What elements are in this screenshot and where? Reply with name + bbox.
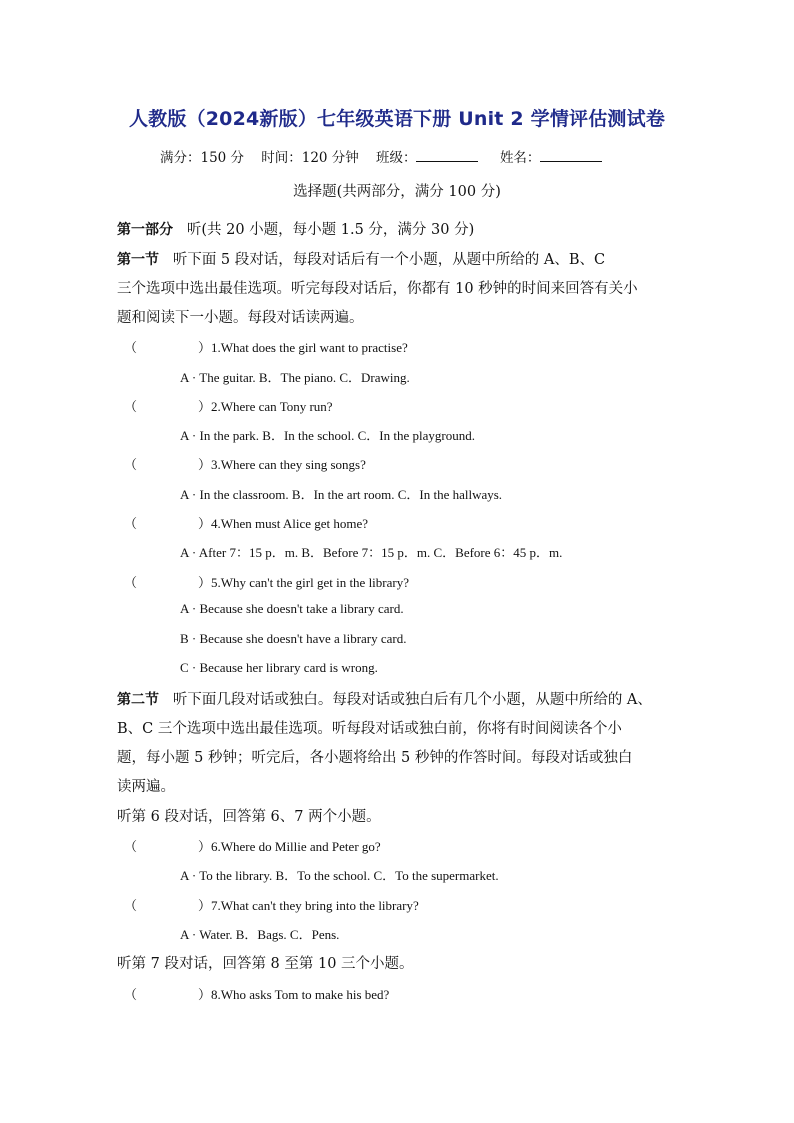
question-text: ）1.What does the girl want to practise? bbox=[198, 340, 408, 355]
part1-text: 听(共 20 小题，每小题 1.5 分，满分 30 分) bbox=[186, 222, 475, 238]
question-2-options: A · In the park. B．In the school. C．In the playground. bbox=[180, 428, 475, 443]
listen-6-instruction: 听第 6 段对话，回答第 6、7 两个小题。 bbox=[117, 809, 381, 825]
exam-time: 时间：120 分钟 bbox=[261, 150, 359, 166]
question-5 bbox=[124, 572, 409, 591]
full-score: 满分：150 分 bbox=[160, 150, 245, 166]
sec2-line-3: 题，每小题 5 秒钟；听完后，各小题将给出 5 秒钟的作答时间。每段对话或独白 bbox=[117, 750, 633, 766]
answer-blank[interactable]: （ bbox=[124, 399, 138, 414]
question-5-option-c: C · Because her library card is wrong. bbox=[180, 660, 378, 675]
sec1-text: 听下面 5 段对话，每段对话后有一个小题，从题中所给的 A、B、C bbox=[172, 252, 606, 268]
sec2-line-2: B、C 三个选项中选出最佳选项。听每段对话或独白前，你将有时间阅读各个小 bbox=[117, 721, 622, 737]
sec2-line-1 bbox=[117, 688, 652, 709]
question-6-options: A · To the library. B．To the school. C．To the supermarket. bbox=[180, 868, 499, 883]
part1-heading bbox=[117, 218, 474, 239]
question-2 bbox=[124, 396, 333, 415]
exam-info bbox=[160, 146, 602, 166]
question-text: ）6.Where do Millie and Peter go? bbox=[198, 839, 381, 854]
question-text: ）5.Why can't the girl get in the library? bbox=[198, 575, 409, 590]
name-label: 姓名： bbox=[499, 150, 541, 166]
answer-blank[interactable]: （ bbox=[124, 575, 138, 590]
question-8 bbox=[124, 984, 389, 1003]
answer-blank[interactable]: （ bbox=[124, 340, 138, 355]
sec1-line-1 bbox=[117, 248, 605, 269]
question-4 bbox=[124, 513, 368, 532]
question-5-option-b: B · Because she doesn't have a library card. bbox=[180, 631, 407, 646]
question-3-options: A · In the classroom. B．In the art room. C．In the hallways. bbox=[180, 487, 503, 502]
section-heading: 选择题(共两部分，满分 100 分) bbox=[293, 184, 501, 200]
question-1-options: A · The guitar. B．The piano. C．Drawing. bbox=[180, 370, 410, 385]
answer-blank[interactable]: （ bbox=[124, 516, 138, 531]
listen-7-instruction: 听第 7 段对话，回答第 8 至第 10 三个小题。 bbox=[117, 956, 414, 972]
question-3 bbox=[124, 454, 366, 473]
question-text: ）2.Where can Tony run? bbox=[198, 399, 333, 414]
sec1-label: 第一节 bbox=[117, 252, 159, 268]
answer-blank[interactable]: （ bbox=[124, 457, 138, 472]
page-title: 人教版（2024新版）七年级英语下册 Unit 2 学情评估测试卷 bbox=[128, 108, 666, 130]
answer-blank[interactable]: （ bbox=[124, 839, 138, 854]
sec2-label: 第二节 bbox=[117, 692, 159, 708]
question-7-options: A · Water. B．Bags. C．Pens. bbox=[180, 927, 340, 942]
question-text: ）3.Where can they sing songs? bbox=[198, 457, 366, 472]
question-1 bbox=[124, 337, 408, 356]
sec1-line-3: 题和阅读下一小题。每段对话读两遍。 bbox=[117, 310, 364, 326]
question-4-options: A · After 7：15 p．m. B．Before 7：15 p．m. C．Before 6：45 p．m. bbox=[180, 545, 563, 560]
sec2-text: 听下面几段对话或独白。每段对话或独白后有几个小题，从题中所给的 A、 bbox=[172, 692, 652, 708]
class-blank[interactable] bbox=[416, 149, 478, 162]
question-7 bbox=[124, 895, 419, 914]
sec2-line-4: 读两遍。 bbox=[117, 779, 175, 795]
question-6 bbox=[124, 836, 381, 855]
question-text: ）4.When must Alice get home? bbox=[198, 516, 369, 531]
answer-blank[interactable]: （ bbox=[124, 987, 138, 1002]
question-text: ）7.What can't they bring into the library? bbox=[198, 898, 419, 913]
question-5-option-a: A · Because she doesn't take a library card. bbox=[180, 601, 404, 616]
sec1-line-2: 三个选项中选出最佳选项。听完每段对话后，你都有 10 秒钟的时间来回答有关小 bbox=[117, 281, 638, 297]
name-blank[interactable] bbox=[540, 149, 602, 162]
part1-label: 第一部分 bbox=[117, 222, 173, 238]
answer-blank[interactable]: （ bbox=[124, 898, 138, 913]
class-label: 班级： bbox=[375, 150, 417, 166]
question-text: ）8.Who asks Tom to make his bed? bbox=[198, 987, 390, 1002]
